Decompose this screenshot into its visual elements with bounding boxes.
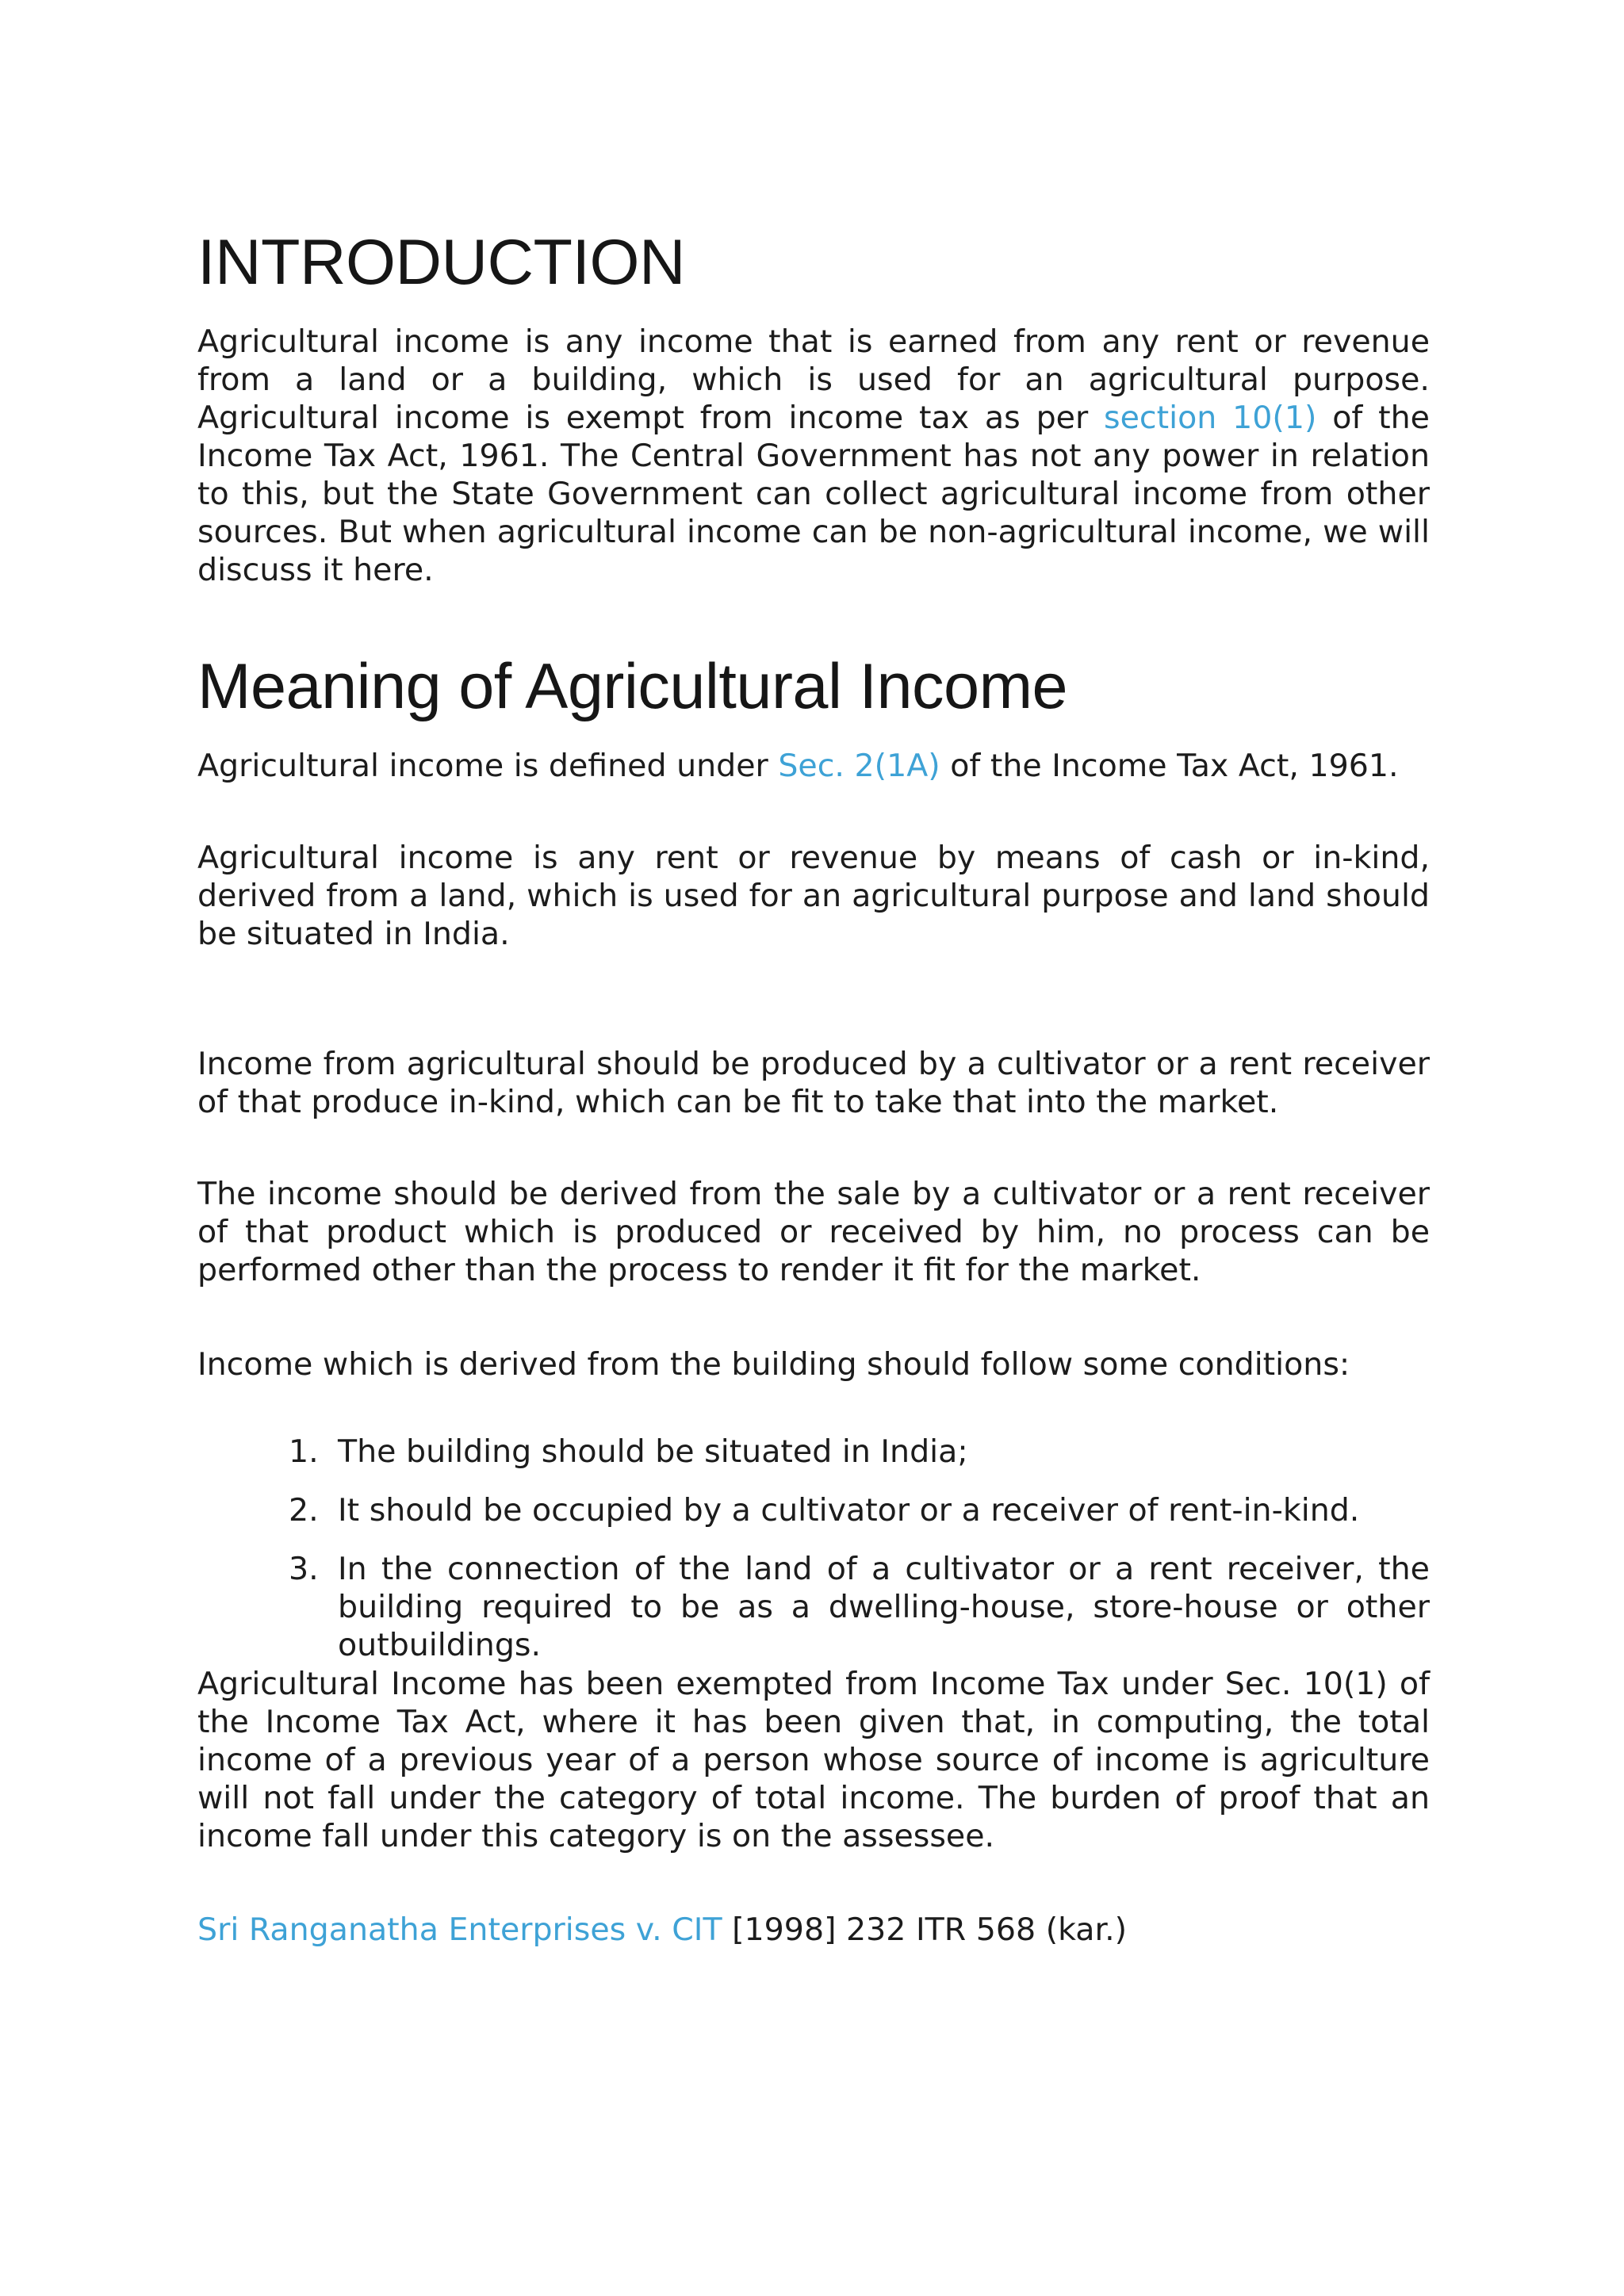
introduction-paragraph — [197, 323, 1430, 589]
list-item — [197, 1550, 1430, 1664]
meaning-heading: Meaning of Agricultural Income — [197, 651, 1068, 722]
definition-text-end: of the Income Tax Act, 1961. — [940, 748, 1399, 784]
list-item-text: The building should be situated in India; — [338, 1433, 968, 1470]
building-conditions-intro: Income which is derived from the building should follow some conditions: — [197, 1346, 1350, 1383]
case-citation-text: [1998] 232 ITR 568 (kar.) — [722, 1911, 1128, 1948]
case-citation-paragraph — [197, 1911, 1127, 1949]
list-item-text: In the connection of the land of a cultivator or a rent receiver, the building required to be as a dwelling-house, store-house or other outbuildings. — [338, 1551, 1430, 1663]
definition-text-start: Agricultural income is defined under — [197, 748, 779, 784]
produce-paragraph: Income from agricultural should be produced by a cultivator or a rent receiver of that produce in-kind, which can be fit to take that into the market. — [197, 1046, 1430, 1120]
intro-text-start: Agricultural income is any income that is earned from any rent or revenue from a land or a building, which is used for an agricultural purpose. Agricultural income is exempt from income tax as per — [197, 323, 1430, 436]
list-item — [197, 1491, 1430, 1529]
list-item-number: 3. — [289, 1551, 319, 1587]
sec-2-1a-link[interactable]: Sec. 2(1A) — [778, 748, 940, 784]
exemption-paragraph: Agricultural Income has been exempted from Income Tax under Sec. 10(1) of the Income Tax Act, where it has been given that, in computing, the total income of a previous year of a person whose source of income is agriculture will not fall under the category of total income. The burden of proof that an income fall under this category is on the assessee. — [197, 1666, 1430, 1854]
sale-paragraph: The income should be derived from the sale by a cultivator or a rent receiver of that product which is produced or received by him, no process can be performed other than the process to render it fit for the market. — [197, 1176, 1430, 1288]
list-item-number: 2. — [289, 1492, 319, 1529]
case-link[interactable]: Sri Ranganatha Enterprises v. CIT — [197, 1911, 722, 1948]
intro-text-end: of the Income Tax Act, 1961. The Central Government has not any power in relation to this, but the State Government can collect agricultural income from other sources. But when agricultural income can be non-agricultural income, we will discuss it here. — [197, 400, 1430, 588]
introduction-heading: INTRODUCTION — [197, 227, 685, 298]
section-10-1-link[interactable]: section 10(1) — [1104, 400, 1317, 436]
list-item — [197, 1433, 1430, 1471]
definition-paragraph — [197, 747, 1399, 785]
list-item-number: 1. — [289, 1433, 319, 1470]
building-conditions-list — [197, 1433, 1430, 1664]
rent-revenue-paragraph: Agricultural income is any rent or revenue by means of cash or in-kind, derived from a land, which is used for an agricultural purpose and land should be situated in India. — [197, 840, 1430, 952]
list-item-text: It should be occupied by a cultivator or a receiver of rent-in-kind. — [338, 1492, 1360, 1529]
